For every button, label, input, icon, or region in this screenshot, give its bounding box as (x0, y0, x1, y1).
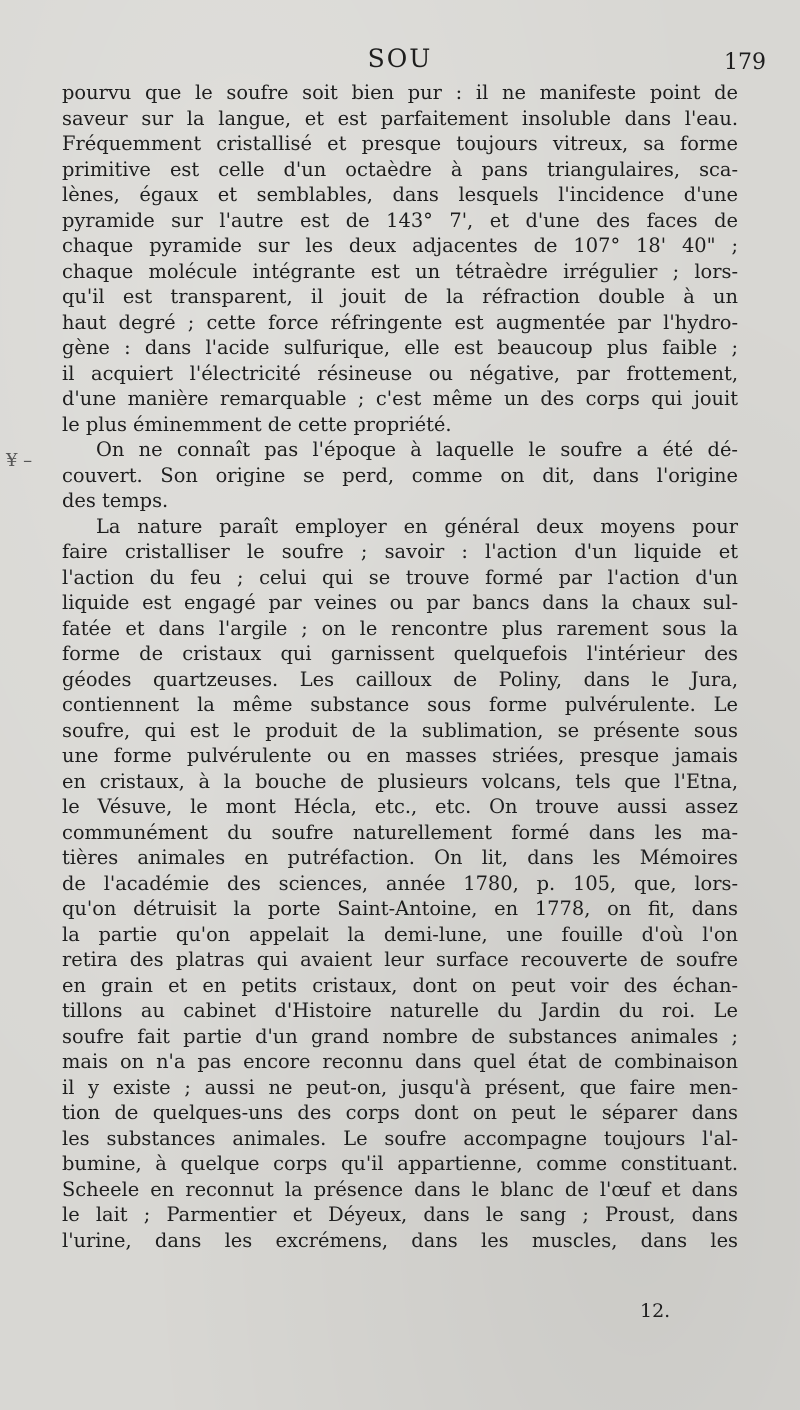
text-line: tières animales en putréfaction. On lit, dans les Mémoires (62, 846, 738, 869)
text-line: chaque molécule intégrante est un tétraèdre irrégulier ; lors- (62, 259, 738, 283)
running-head-title: SOU (367, 44, 433, 73)
text-line: communément du soufre naturellement formé dans les ma- (62, 820, 738, 844)
text-line: géodes quartzeuses. Les cailloux de Poliny, dans le Jura, (62, 667, 738, 691)
text-line: le Vésuve, le mont Hécla, etc., etc. On trouve aussi assez (62, 795, 738, 818)
text-line: mais on n'a pas encore reconnu dans quel état de combinaison (62, 1050, 738, 1073)
text-line: gène : dans l'acide sulfurique, elle est beaucoup plus faible ; (62, 336, 738, 359)
signature-mark: 12. (640, 1300, 671, 1322)
text-line: les substances animales. Le soufre accompagne toujours l'al- (62, 1126, 738, 1150)
running-head (0, 44, 800, 78)
text-line: soufre fait partie d'un grand nombre de substances animales ; (62, 1024, 738, 1048)
text-line: tion de quelques-uns des corps dont on peut le séparer dans (62, 1101, 738, 1124)
text-line: le lait ; Parmentier et Déyeux, dans le sang ; Proust, dans (62, 1203, 738, 1226)
text-line: fatée et dans l'argile ; on le rencontre plus rarement sous la (62, 616, 738, 640)
text-line: qu'il est transparent, il jouit de la réfraction double à un (62, 285, 738, 308)
text-line: liquide est engagé par veines ou par bancs dans la chaux sul- (62, 591, 738, 614)
body-text (62, 80, 738, 1253)
text-line: qu'on détruisit la porte Saint-Antoine, en 1778, on fit, dans (62, 897, 738, 920)
text-line: lènes, égaux et semblables, dans lesquels l'incidence d'une (62, 183, 738, 206)
text-line: en grain et en petits cristaux, dont on peut voir des échan- (62, 973, 738, 997)
text-line: des temps. (62, 489, 169, 512)
text-line: de l'académie des sciences, année 1780, p. 105, que, lors- (62, 871, 738, 895)
text-line: chaque pyramide sur les deux adjacentes de 107° 18' 40" ; (62, 234, 738, 257)
text-line: retira des platras qui avaient leur surface recouverte de soufre (62, 948, 738, 971)
text-line: pyramide sur l'autre est de 143° 7', et d'une des faces de (62, 208, 738, 232)
text-line: il acquiert l'électricité résineuse ou négative, par frottement, (62, 361, 738, 385)
text-line: couvert. Son origine se perd, comme on dit, dans l'origine (62, 463, 738, 487)
text-line: il y existe ; aussi ne peut-on, jusqu'à présent, que faire men- (62, 1075, 738, 1099)
margin-mark: ¥ – (6, 450, 33, 471)
text-line: La nature paraît employer en général deux moyens pour (96, 514, 738, 538)
text-line: forme de cristaux qui garnissent quelquefois l'intérieur des (62, 642, 738, 665)
text-line: soufre, qui est le produit de la sublimation, se présente sous (62, 718, 738, 742)
text-line: d'une manière remarquable ; c'est même un des corps qui jouit (62, 387, 738, 410)
text-line: saveur sur la langue, et est parfaitement insoluble dans l'eau. (62, 106, 738, 130)
text-line: bumine, à quelque corps qu'il appartienne, comme constituant. (62, 1152, 738, 1175)
text-line: primitive est celle d'un octaèdre à pans triangulaires, sca- (62, 157, 738, 181)
text-line: l'action du feu ; celui qui se trouve formé par l'action d'un (62, 565, 738, 589)
text-line: en cristaux, à la bouche de plusieurs volcans, tels que l'Etna, (62, 769, 738, 793)
text-line: pourvu que le soufre soit bien pur : il ne manifeste point de (62, 81, 738, 104)
text-line: Fréquemment cristallisé et presque toujours vitreux, sa forme (62, 132, 738, 155)
text-line: le plus éminemment de cette propriété. (62, 412, 452, 436)
text-line: la partie qu'on appelait la demi-lune, une fouille d'où l'on (62, 922, 738, 946)
text-line: une forme pulvérulente ou en masses striées, presque jamais (62, 744, 738, 767)
text-line: haut degré ; cette force réfringente est augmentée par l'hydro- (62, 310, 738, 334)
page-number: 179 (724, 50, 766, 75)
text-line: tillons au cabinet d'Histoire naturelle du Jardin du roi. Le (62, 999, 738, 1022)
text-line: faire cristalliser le soufre ; savoir : l'action d'un liquide et (62, 540, 738, 563)
text-line: On ne connaît pas l'époque à laquelle le soufre a été dé- (96, 438, 738, 461)
text-line: contiennent la même substance sous forme pulvérulente. Le (62, 693, 738, 716)
text-line: Scheele en reconnut la présence dans le blanc de l'œuf et dans (62, 1177, 738, 1201)
text-line: l'urine, dans les excrémens, dans les muscles, dans les (62, 1228, 738, 1252)
